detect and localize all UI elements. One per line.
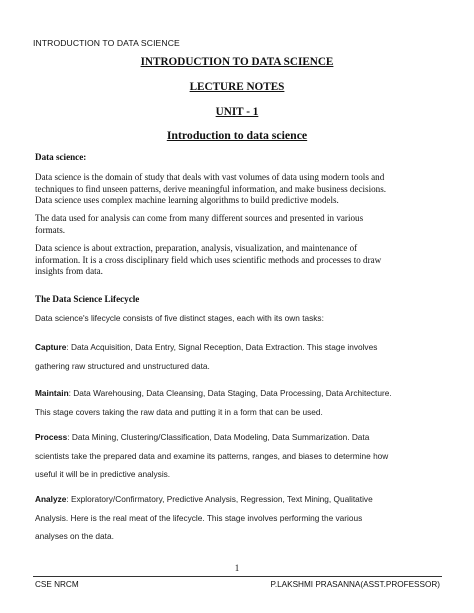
stage-text: : Data Acquisition, Data Entry, Signal Reception, Data Extraction. This stage involves — [66, 342, 378, 352]
stage-text: : Data Mining, Clustering/Classification, Data Modeling, Data Summarization. Data — [67, 432, 370, 442]
text-line: Data science uses complex machine learning algorithms to build predictive models. — [35, 195, 339, 205]
page-number: 1 — [234, 563, 240, 573]
main-title: INTRODUCTION TO DATA SCIENCE — [140, 56, 334, 68]
paragraph-about — [35, 243, 443, 278]
text-line: analyses on the data. — [35, 531, 114, 541]
stage-capture — [35, 338, 447, 375]
footer-divider — [33, 576, 442, 577]
footer-author: P.LAKSHMI PRASANNA(ASST.PROFESSOR) — [270, 580, 440, 589]
unit-title: UNIT - 1 — [215, 106, 259, 118]
text-line: insights from data. — [35, 266, 103, 276]
lifecycle-heading: The Data Science Lifecycle — [35, 294, 140, 304]
stage-process — [35, 428, 447, 484]
text-line — [35, 428, 447, 447]
data-science-heading: Data science: — [35, 152, 87, 162]
stage-label: Maintain — [35, 388, 69, 398]
text-line: This stage covers taking the raw data and putting it in a form that can be used. — [35, 406, 323, 417]
lecture-notes-title: LECTURE NOTES — [189, 81, 285, 93]
text-line: gathering raw structured and unstructured data. — [35, 360, 210, 371]
stage-label: Capture — [35, 342, 67, 352]
lifecycle-intro: Data science's lifecycle consists of five distinct stages, each with its own tasks: — [35, 313, 324, 323]
paragraph-definition — [35, 172, 443, 207]
stage-maintain — [35, 384, 447, 421]
stage-text: : Exploratory/Confirmatory, Predictive Analysis, Regression, Text Mining, Qualitative — [66, 494, 373, 504]
text-line: information. It is a cross disciplinary field which uses scientific methods and processes to draw — [35, 254, 382, 265]
text-line: Data science is the domain of study that deals with vast volumes of data using modern tools and — [35, 172, 385, 182]
text-line — [35, 384, 447, 403]
text-line: scientists take the prepared data and examine its patterns, ranges, and biases to determine how — [35, 450, 389, 461]
text-line: useful it will be in predictive analysis. — [35, 469, 171, 479]
topic-title: Introduction to data science — [166, 128, 308, 142]
paragraph-sources — [35, 213, 443, 236]
text-line: Analysis. Here is the real meat of the lifecycle. This stage involves performing the various — [35, 512, 363, 523]
text-line: The data used for analysis can come from many different sources and presented in various — [35, 213, 364, 223]
footer-department: CSE NRCM — [35, 580, 79, 589]
stage-text: : Data Warehousing, Data Cleansing, Data Staging, Data Processing, Data Architecture. — [68, 388, 392, 398]
text-line — [35, 338, 447, 357]
text-line: formats. — [35, 224, 66, 235]
stage-label: Process — [35, 432, 68, 442]
text-line: Data science is about extraction, preparation, analysis, visualization, and maintenance of — [35, 243, 358, 253]
text-line: techniques to find unseen patterns, derive meaningful information, and make business decisions. — [35, 183, 387, 194]
running-header: INTRODUCTION TO DATA SCIENCE — [33, 38, 180, 48]
stage-analyze — [35, 490, 447, 546]
stage-label: Analyze — [35, 494, 67, 504]
text-line — [35, 490, 447, 509]
